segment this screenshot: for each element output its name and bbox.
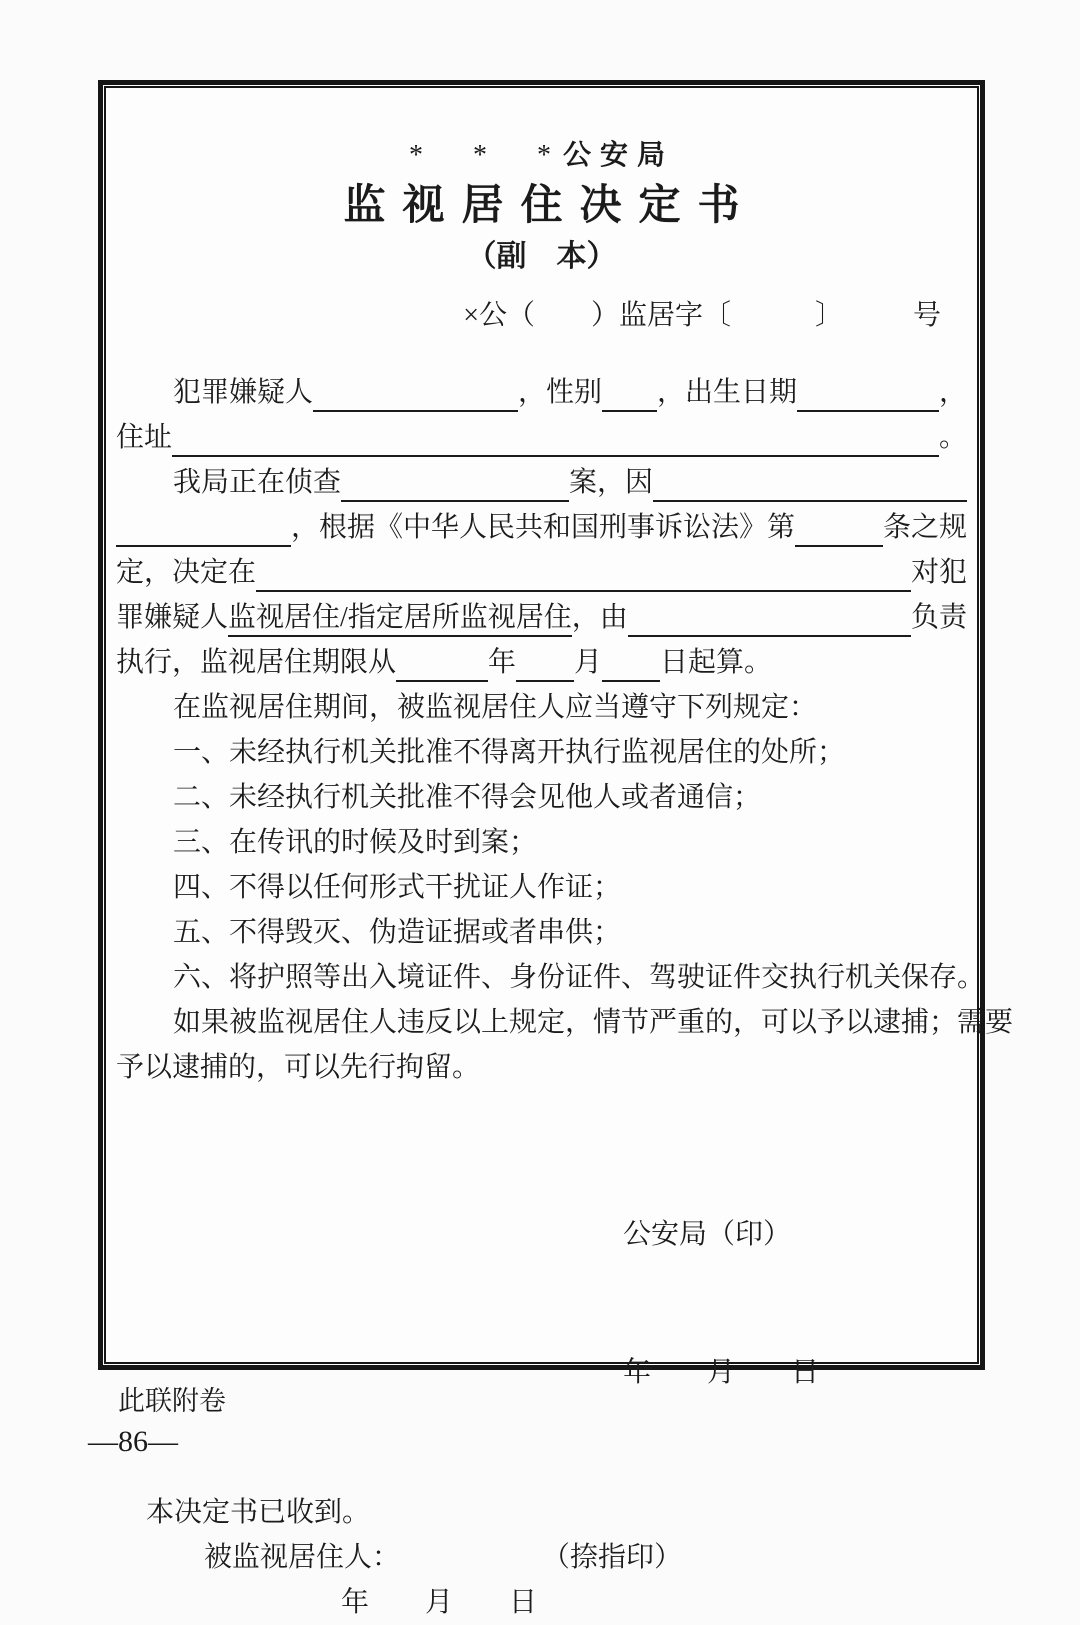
blank-place bbox=[256, 556, 911, 592]
blank-year bbox=[396, 646, 488, 682]
line-rules-intro bbox=[116, 685, 967, 730]
rule-1-text: 一、未经执行机关批准不得离开执行监视居住的处所； bbox=[173, 737, 846, 768]
period-trailing: 。 bbox=[938, 422, 967, 453]
line-term-start bbox=[116, 640, 967, 685]
label-investigating: 我局正在侦查 bbox=[173, 467, 342, 498]
blank-article-number bbox=[795, 511, 883, 547]
line-decision-place bbox=[116, 550, 967, 595]
receipt-date-line bbox=[116, 1580, 967, 1625]
document-title: 监视居住决定书 bbox=[343, 183, 757, 229]
choice-surveillance-type: 监视居住/指定居所监视居住 bbox=[228, 601, 572, 637]
label-term-from: 执行，监视居住期限从 bbox=[116, 647, 397, 678]
rule-item-2 bbox=[116, 775, 967, 820]
line-suspect-info bbox=[116, 370, 967, 415]
label-article-suffix: 条之规 bbox=[882, 512, 967, 543]
line-law-basis bbox=[116, 505, 967, 550]
label-birthdate: ，出生日期 bbox=[657, 377, 798, 408]
bureau-seal-line: 公安局（印） bbox=[622, 1219, 791, 1250]
violation-warning-text: 如果被监视居住人违反以上规定，情节严重的，可以予以逮捕；需要 bbox=[173, 1007, 1014, 1038]
blank-gender bbox=[602, 376, 657, 412]
form-body bbox=[116, 370, 1014, 1090]
rule-item-1 bbox=[116, 730, 967, 775]
rule-6-text: 六、将护照等出入境证件、身份证件、驾驶证件交执行机关保存。 bbox=[173, 962, 986, 993]
blank-executor bbox=[628, 601, 911, 637]
line-surveillance-type bbox=[116, 595, 967, 640]
bureau-date-line: 年 月 日 bbox=[622, 1357, 819, 1388]
rule-3-text: 三、在传讯的时候及时到案； bbox=[173, 827, 538, 858]
line-violation-warning bbox=[116, 1000, 1014, 1045]
receipt-acknowledgement bbox=[116, 1490, 967, 1535]
comma-trailing: ， bbox=[938, 377, 967, 408]
rule-item-5 bbox=[116, 910, 967, 955]
filing-copy-note: 此联附卷 bbox=[118, 1386, 226, 1416]
page-number: —86— bbox=[88, 1425, 178, 1458]
label-decide-at: 定，决定在 bbox=[116, 557, 257, 588]
redacted-stars: * * * bbox=[408, 140, 563, 171]
line-violation-warning-2 bbox=[116, 1045, 967, 1090]
blank-day bbox=[602, 646, 660, 682]
rule-5-text: 五、不得毁灭、伪造证据或者串供； bbox=[173, 917, 622, 948]
label-responsible: 负责 bbox=[910, 602, 967, 633]
blank-reason-continued bbox=[116, 511, 291, 547]
rule-item-6 bbox=[116, 955, 986, 1000]
label-month: 月 bbox=[574, 647, 603, 678]
blank-case-name bbox=[341, 466, 569, 502]
blank-reason bbox=[653, 466, 967, 502]
label-year: 年 bbox=[488, 647, 517, 678]
label-case-because: 案，因 bbox=[569, 467, 654, 498]
bureau-signature-block bbox=[623, 1120, 819, 1488]
bureau-name: 公安局 bbox=[562, 140, 674, 171]
document-number-line: ×公（ ）监居字〔 〕 号 bbox=[463, 300, 941, 331]
receipt-section bbox=[116, 1490, 967, 1625]
label-law-citation: ，根据《中华人民共和国刑事诉讼法》第 bbox=[291, 512, 796, 543]
line-investigation bbox=[116, 460, 967, 505]
receipt-date-text: 年 月 日 bbox=[341, 1587, 538, 1618]
label-toward-suspect: 对犯 bbox=[910, 557, 967, 588]
label-suspect-continued: 罪嫌疑人 bbox=[116, 602, 229, 633]
surveilled-person-label: 被监视居住人： bbox=[204, 1542, 401, 1573]
line-address bbox=[116, 415, 967, 460]
label-suspect: 犯罪嫌疑人 bbox=[173, 377, 314, 408]
rule-4-text: 四、不得以任何形式干扰证人作证； bbox=[173, 872, 622, 903]
fingerprint-label: （捺指印） bbox=[542, 1542, 683, 1573]
rule-item-4 bbox=[116, 865, 967, 910]
label-gender: ，性别 bbox=[518, 377, 603, 408]
receipt-person-line bbox=[116, 1535, 967, 1580]
rule-2-text: 二、未经执行机关批准不得会见他人或者通信； bbox=[173, 782, 762, 813]
blank-address bbox=[172, 421, 939, 457]
label-by: ，由 bbox=[571, 602, 628, 633]
blank-birthdate bbox=[797, 376, 939, 412]
copy-subtitle: （副 本） bbox=[466, 240, 617, 273]
label-day-start: 日起算。 bbox=[660, 647, 773, 678]
receipt-received-text: 本决定书已收到。 bbox=[146, 1497, 371, 1528]
label-address: 住址 bbox=[116, 422, 173, 453]
blank-month bbox=[516, 646, 574, 682]
violation-warning-continued: 予以逮捕的，可以先行拘留。 bbox=[116, 1052, 481, 1083]
rules-intro-text: 在监视居住期间，被监视居住人应当遵守下列规定： bbox=[173, 692, 818, 723]
blank-suspect-name bbox=[313, 376, 518, 412]
bureau-header-line bbox=[116, 134, 967, 178]
rule-item-3 bbox=[116, 820, 967, 865]
